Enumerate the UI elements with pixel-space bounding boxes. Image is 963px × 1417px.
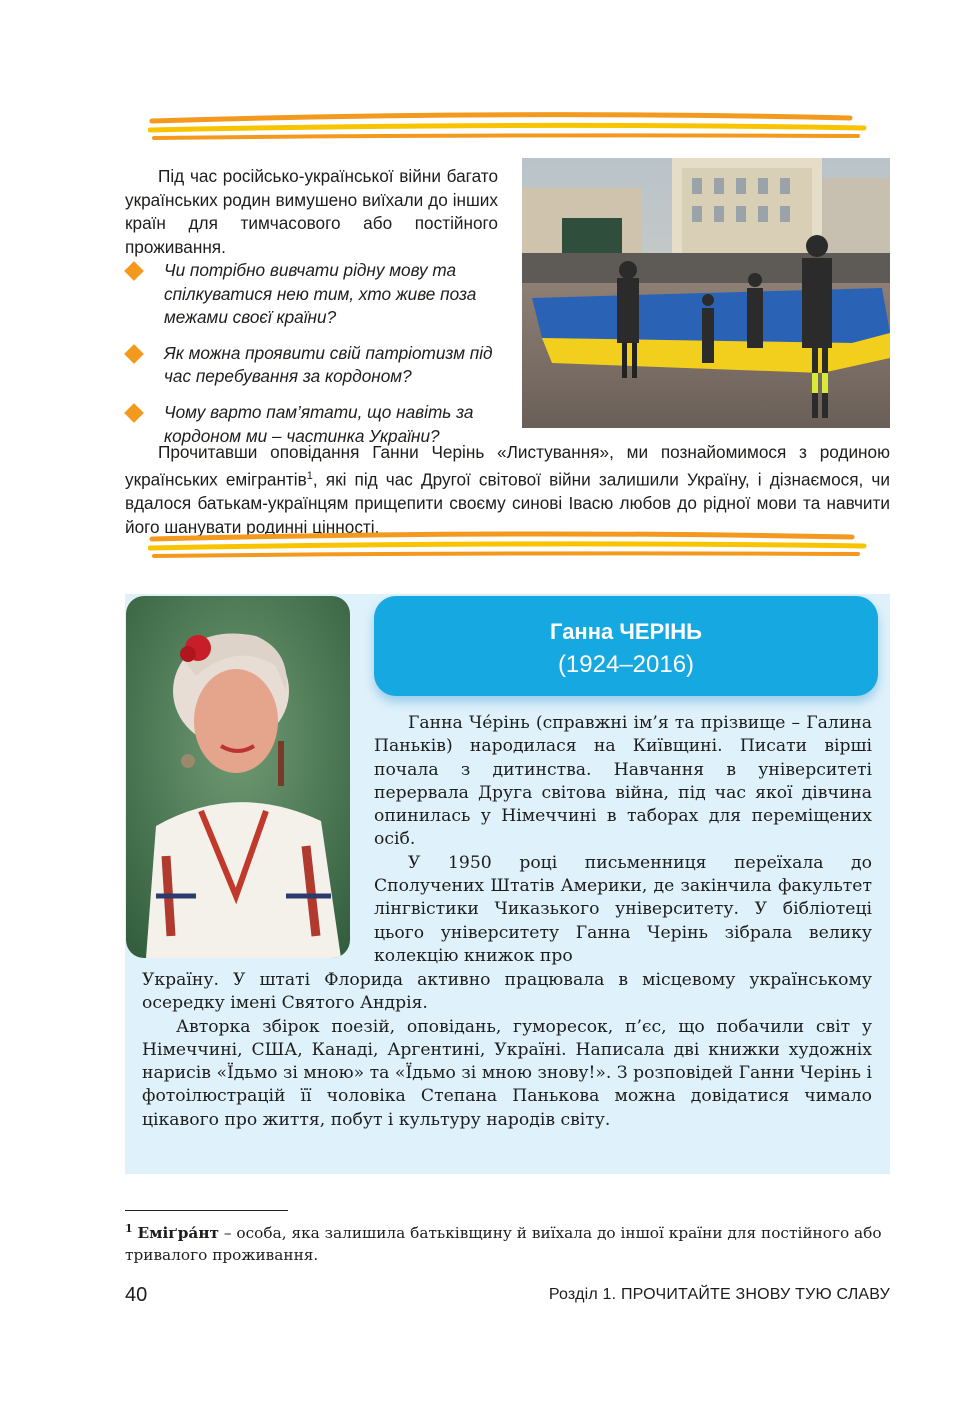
question-text: Як можна проявити свій патріотизм під час перебування за кордоном? (164, 342, 493, 387)
bio-paragraph: Ганна Че́рінь (справжні ім’я та прізвище – Галина Паньків) народилася на Київщині. Писати вірші почала з дитинства. Навчання в університеті перервала Друга світова війна, під час якої дівчина опинилась у Німеччині в таборах для переміщених осіб. (374, 713, 872, 850)
paragraph-2-part: , які під час Другої світової війни залишили Україну, і дізнаємося, чи вдалося батькам-українцям прищепити своєму синові Івасю любов до рідної мови та навчити його шанувати родинні цінності. (125, 469, 890, 537)
question-item (125, 342, 498, 389)
rally-with-flag-image (522, 158, 890, 428)
rally-photo (522, 158, 890, 428)
orange-diamond-bullet-icon (124, 403, 144, 423)
author-portrait (126, 596, 350, 958)
running-title: Розділ 1. ПРОЧИТАЙТЕ ЗНОВУ ТУЮ СЛАВУ (548, 1286, 890, 1303)
footnote-marker: 1 (125, 1222, 133, 1235)
author-name: Ганна ЧЕРІНЬ (550, 619, 702, 644)
question-text: Чому варто пам’ятати, що навіть за кордоном ми – частинка України? (164, 401, 474, 446)
paragraph-2-part: Прочитавши оповідання Ганни Черінь «Листування», ми познайомимося з родиною українських емігрантів (125, 442, 890, 490)
author-name-card (374, 596, 878, 696)
bio-paragraph: Авторка збірок поезій, оповідань, гуморесок, п’єс, що побачили світ у Німеччині, США, Канаді, Аргентині, Україні. Написала дві книжки художніх нарисів «Їдьмо зі мною» та «Їдьмо зі мною знову!». З розповідей Ганни Черінь і фотоілюстрацій її чоловіка Степана Панькова можна довідатися чимало цікавого про життя, побут і культуру народів світу. (142, 1016, 872, 1130)
intro-text: Під час російсько-української війни багато українських родин вимушено виїхали до інших країн для тимчасового або постійного проживання. (125, 166, 498, 257)
orange-diamond-bullet-icon (124, 344, 144, 364)
intro-paragraph-2 (125, 441, 890, 539)
portrait-image (126, 596, 350, 958)
intro-paragraph (125, 165, 498, 259)
paragraph-2-text (125, 441, 890, 539)
footnote (125, 1218, 890, 1266)
bio-paragraph: У 1950 році письменниця переїхала до Сполучених Штатів Америки, де закінчила факультет лінгвістики Чиказького університету. У бібліотеці цього університету Ганна Черінь зібрала велику колекцію книжок про (374, 852, 872, 966)
footnote-divider (125, 1210, 288, 1211)
author-years: (1924–2016) (557, 651, 695, 678)
footnote-ref: 1 (306, 469, 313, 482)
question-list (125, 259, 498, 460)
question-item (125, 259, 498, 330)
footnote-definition: – особа, яка залишила батьківщину й виїхала до іншої країни для постійного або тривалого проживання. (125, 1224, 882, 1265)
decorative-swoosh-bottom (148, 531, 868, 565)
footnote-term: Еміґра́нт (137, 1224, 220, 1243)
biography-text-top (374, 712, 872, 968)
biography-text-bottom (142, 969, 872, 1132)
question-text: Чи потрібно вивчати рідну мову та спілкуватися нею тим, хто живе поза межами своєї країни? (164, 260, 477, 328)
bio-paragraph-continued: Україну. У штаті Флорида активно працювала в місцевому українському осередку імені Святого Андрія. (142, 970, 872, 1014)
orange-diamond-bullet-icon (124, 261, 144, 281)
decorative-swoosh-top (148, 112, 868, 146)
page-number: 40 (125, 1284, 148, 1306)
